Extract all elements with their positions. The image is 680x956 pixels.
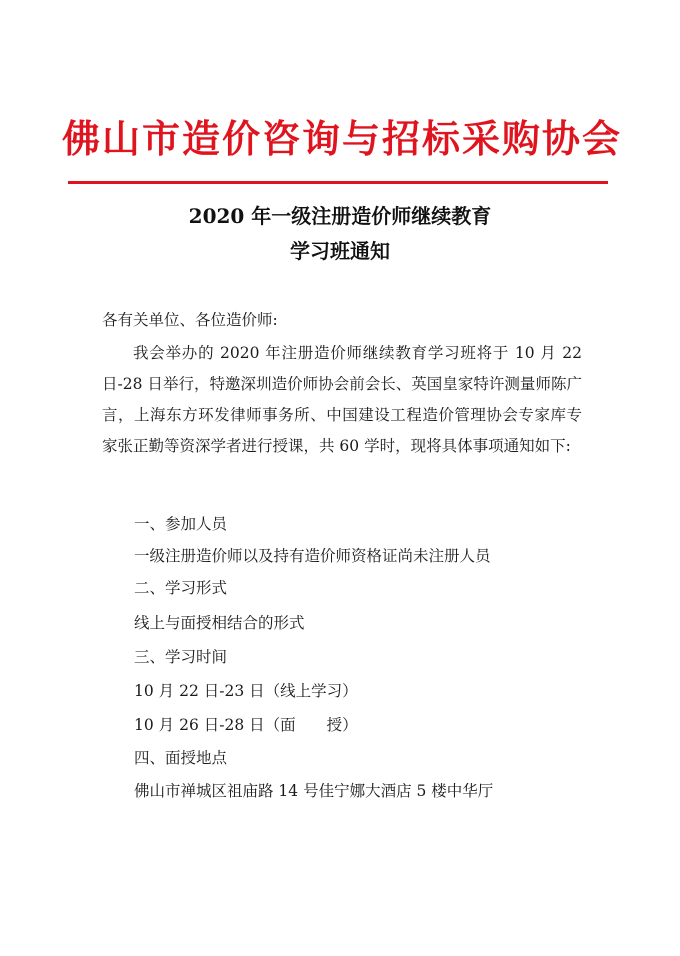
intro-paragraph [102, 338, 582, 462]
section-content-venue: 佛山市禅城区祖庙路 14 号佳宁娜大酒店 5 楼中华厅 [134, 782, 494, 800]
letterhead-red-rule [68, 181, 608, 184]
section-content-participants: 一级注册造价师以及持有造价师资格证尚未注册人员 [134, 547, 491, 565]
notice-title-line2: 学习班通知 [290, 239, 390, 263]
section-heading-schedule: 三、学习时间 [134, 648, 228, 666]
notice-title-line1: 2020 年一级注册造价师继续教育 [188, 204, 492, 228]
salutation: 各有关单位、各位造价师: [102, 311, 278, 329]
section-content-schedule-inperson: 10 月 26 日-28 日（面 授） [134, 716, 358, 734]
section-heading-venue: 四、面授地点 [134, 749, 228, 767]
section-content-schedule-online: 10 月 22 日-23 日（线上学习） [134, 682, 358, 700]
intro-paragraph-text: 我会举办的 2020 年注册造价师继续教育学习班将于 10 月 22 日-28 日举行，特邀深圳造价师协会前会长、英国皇家特许测量师陈广言，上海东方环发律师事务所、中国建设工程造价管理协会专家库专家张正勤等资深学者进行授课，共 60 学时，现将具体事项通知如下: [102, 344, 582, 455]
letterhead-org-name: 佛山市造价咨询与招标采购协会 [62, 117, 623, 161]
section-heading-participants: 一、参加人员 [134, 515, 228, 533]
section-heading-format: 二、学习形式 [134, 579, 228, 597]
section-content-format: 线上与面授相结合的形式 [134, 614, 305, 632]
